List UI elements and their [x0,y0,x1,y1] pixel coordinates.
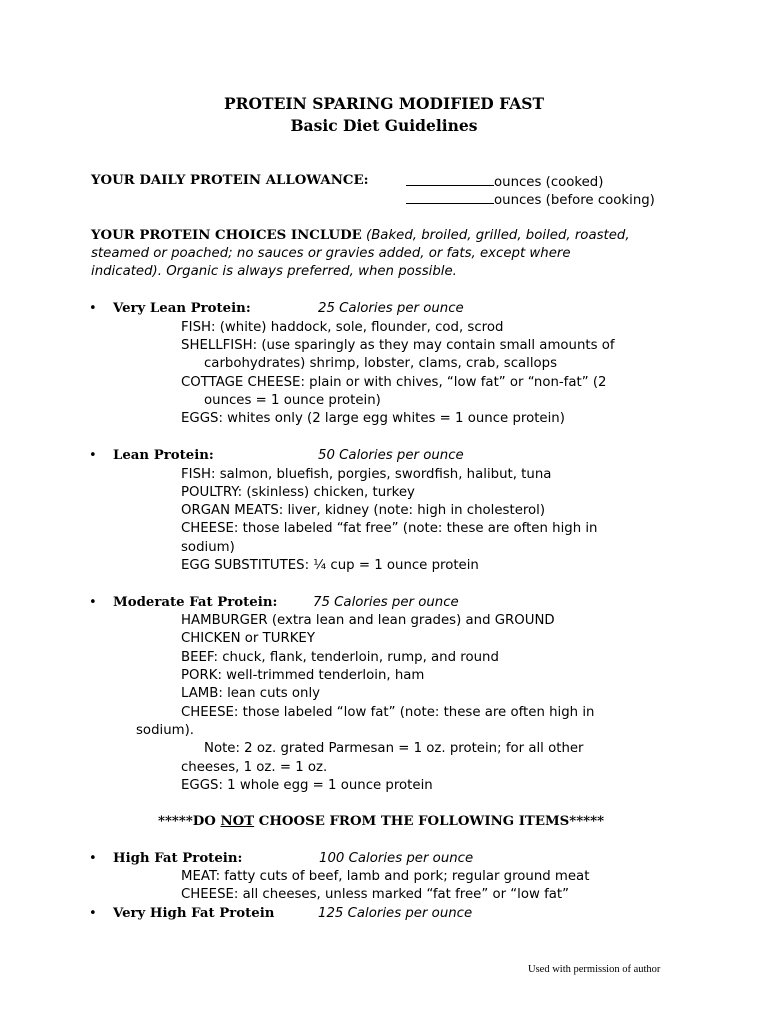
very-lean-line: SHELLFISH: (use sparingly as they may contain small amounts of [181,338,615,353]
lean-line: EGG SUBSTITUTES: ¼ cup = 1 ounce protein [181,558,479,573]
lean-calories: 50 Calories per ounce [318,448,464,463]
very-lean-line: FISH: (white) haddock, sole, flounder, cod, scrod [181,320,504,335]
very-lean-line: EGGS: whites only (2 large egg whites = 1 ounce protein) [181,411,565,426]
warning-not: NOT [220,814,255,829]
bullet-icon: • [89,595,97,610]
allowance-raw-text: ounces (before cooking) [494,193,655,208]
high-fat-line: CHEESE: all cheeses, unless marked “fat free” or “low fat” [181,887,570,902]
moderate-line: cheeses, 1 oz. = 1 oz. [181,760,328,775]
choices-note-1: (Baked, broiled, grilled, boiled, roasted, [366,228,630,243]
lean-line: sodium) [181,540,235,555]
bullet-icon: • [89,448,97,463]
moderate-line: CHEESE: those labeled “low fat” (note: these are often high in [181,705,595,720]
very-high-fat-heading: Very High Fat Protein [113,906,275,921]
moderate-line: LAMB: lean cuts only [181,686,321,701]
document-title: PROTEIN SPARING MODIFIED FAST [224,94,544,113]
allowance-label: YOUR DAILY PROTEIN ALLOWANCE: [91,173,369,188]
choices-note-2: steamed or poached; no sauces or gravies added, or fats, except where [91,246,571,261]
very-lean-heading: Very Lean Protein: [113,301,251,316]
document-subtitle: Basic Diet Guidelines [290,116,478,135]
bullet-icon: • [89,851,97,866]
moderate-calories: 75 Calories per ounce [313,595,459,610]
very-lean-line: ounces = 1 ounce protein) [204,393,381,408]
warning-pre: *****DO [158,814,221,829]
choices-line-1 [91,227,630,245]
lean-heading: Lean Protein: [113,448,214,463]
choices-label: YOUR PROTEIN CHOICES INCLUDE [91,228,362,243]
allowance-cooked [406,172,603,192]
lean-line: CHEESE: those labeled “fat free” (note: these are often high in [181,521,598,536]
moderate-heading: Moderate Fat Protein: [113,595,278,610]
bullet-icon: • [89,301,97,316]
high-fat-line: MEAT: fatty cuts of beef, lamb and pork; regular ground meat [181,869,590,884]
very-lean-line: COTTAGE CHEESE: plain or with chives, “low fat” or “non-fat” (2 [181,375,607,390]
allowance-cooked-text: ounces (cooked) [494,175,604,190]
high-fat-calories: 100 Calories per ounce [319,851,474,866]
moderate-line: CHICKEN or TURKEY [181,631,315,646]
choices-note-3: indicated). Organic is always preferred, when possible. [91,264,457,279]
moderate-line: HAMBURGER (extra lean and lean grades) and GROUND [181,613,555,628]
moderate-line: BEEF: chuck, flank, tenderloin, rump, and round [181,650,499,665]
very-lean-line: carbohydrates) shrimp, lobster, clams, crab, scallops [204,356,558,371]
high-fat-heading: High Fat Protein: [113,851,243,866]
bullet-icon: • [89,906,97,921]
lean-line: POULTRY: (skinless) chicken, turkey [181,485,415,500]
warning-line [158,813,604,831]
very-high-fat-calories: 125 Calories per ounce [318,906,473,921]
allowance-raw [406,190,655,210]
very-lean-calories: 25 Calories per ounce [318,301,464,316]
moderate-line: Note: 2 oz. grated Parmesan = 1 oz. protein; for all other [204,741,584,756]
allowance-cooked-blank [406,172,494,186]
permission-footer: Used with permission of author [528,964,661,975]
moderate-line: PORK: well-trimmed tenderloin, ham [181,668,425,683]
lean-line: FISH: salmon, bluefish, porgies, swordfish, halibut, tuna [181,467,552,482]
lean-line: ORGAN MEATS: liver, kidney (note: high in cholesterol) [181,503,546,518]
moderate-line: EGGS: 1 whole egg = 1 ounce protein [181,778,433,793]
warning-post: CHOOSE FROM THE FOLLOWING ITEMS***** [254,814,605,829]
allowance-raw-blank [406,190,494,204]
moderate-line: sodium). [136,723,194,738]
